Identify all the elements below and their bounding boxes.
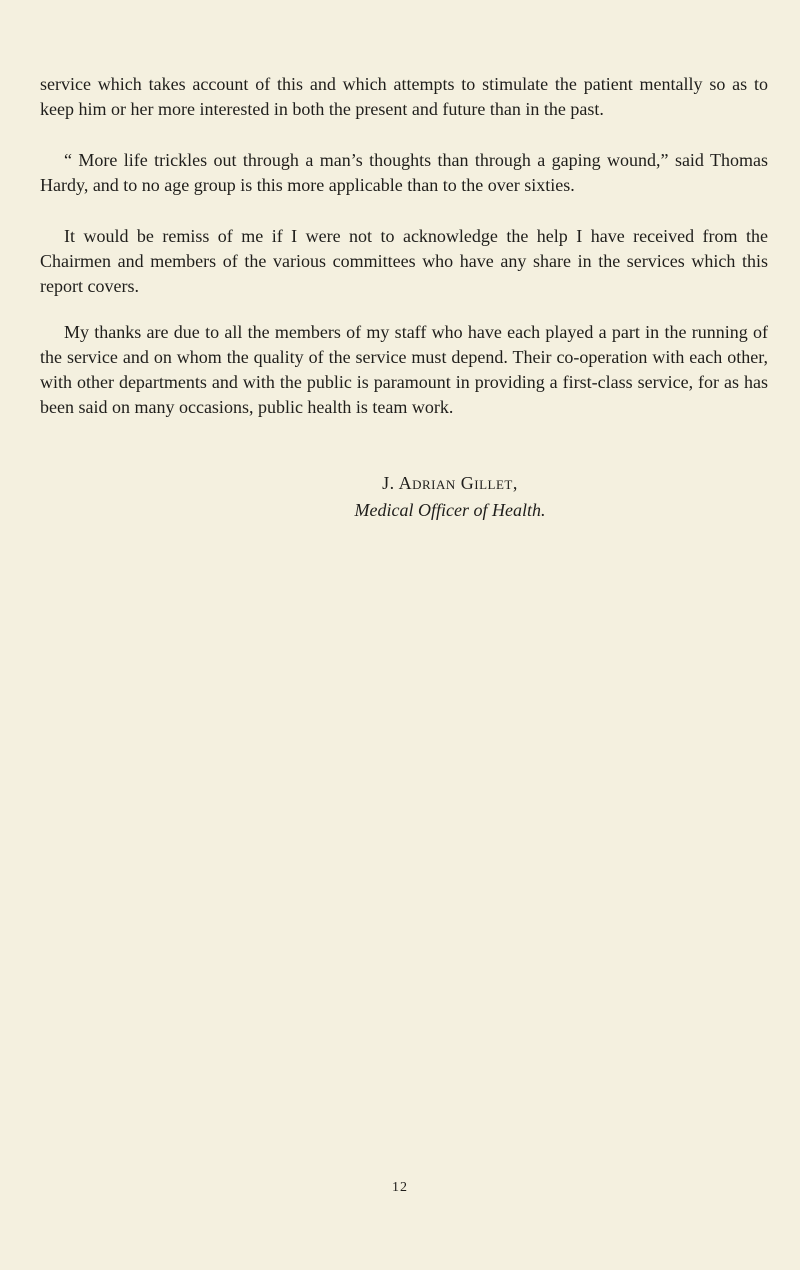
paragraph-hardy-quote: “ More life trickles out through a man’s thoughts than through a gaping wound,” said Thomas Hardy, and to no age group is this more applicable than to the over sixties. (40, 150, 768, 195)
paragraph-continuation: service which takes account of this and which attempts to stimulate the patient mentally so as to keep him or her more interested in both the present and future than in the past. (40, 74, 768, 119)
page-number: 12 (392, 1180, 408, 1195)
signature-name: J. Adrian Gillet, (382, 473, 518, 493)
paragraph-staff-thanks: My thanks are due to all the members of my staff who have each played a part in the running of the service and on whom the quality of the service must depend. Their co-operation with each other, with other departments and with the public is paramount in providing a first-class service, for as has been said on many occasions, public health is team work. (40, 322, 768, 417)
paragraph-acknowledgement: It would be remiss of me if I were not to acknowledge the help I have received from the Chairmen and members of the various committees who have any share in the services which this report covers. (40, 226, 768, 296)
signature-title: Medical Officer of Health. (354, 500, 546, 520)
